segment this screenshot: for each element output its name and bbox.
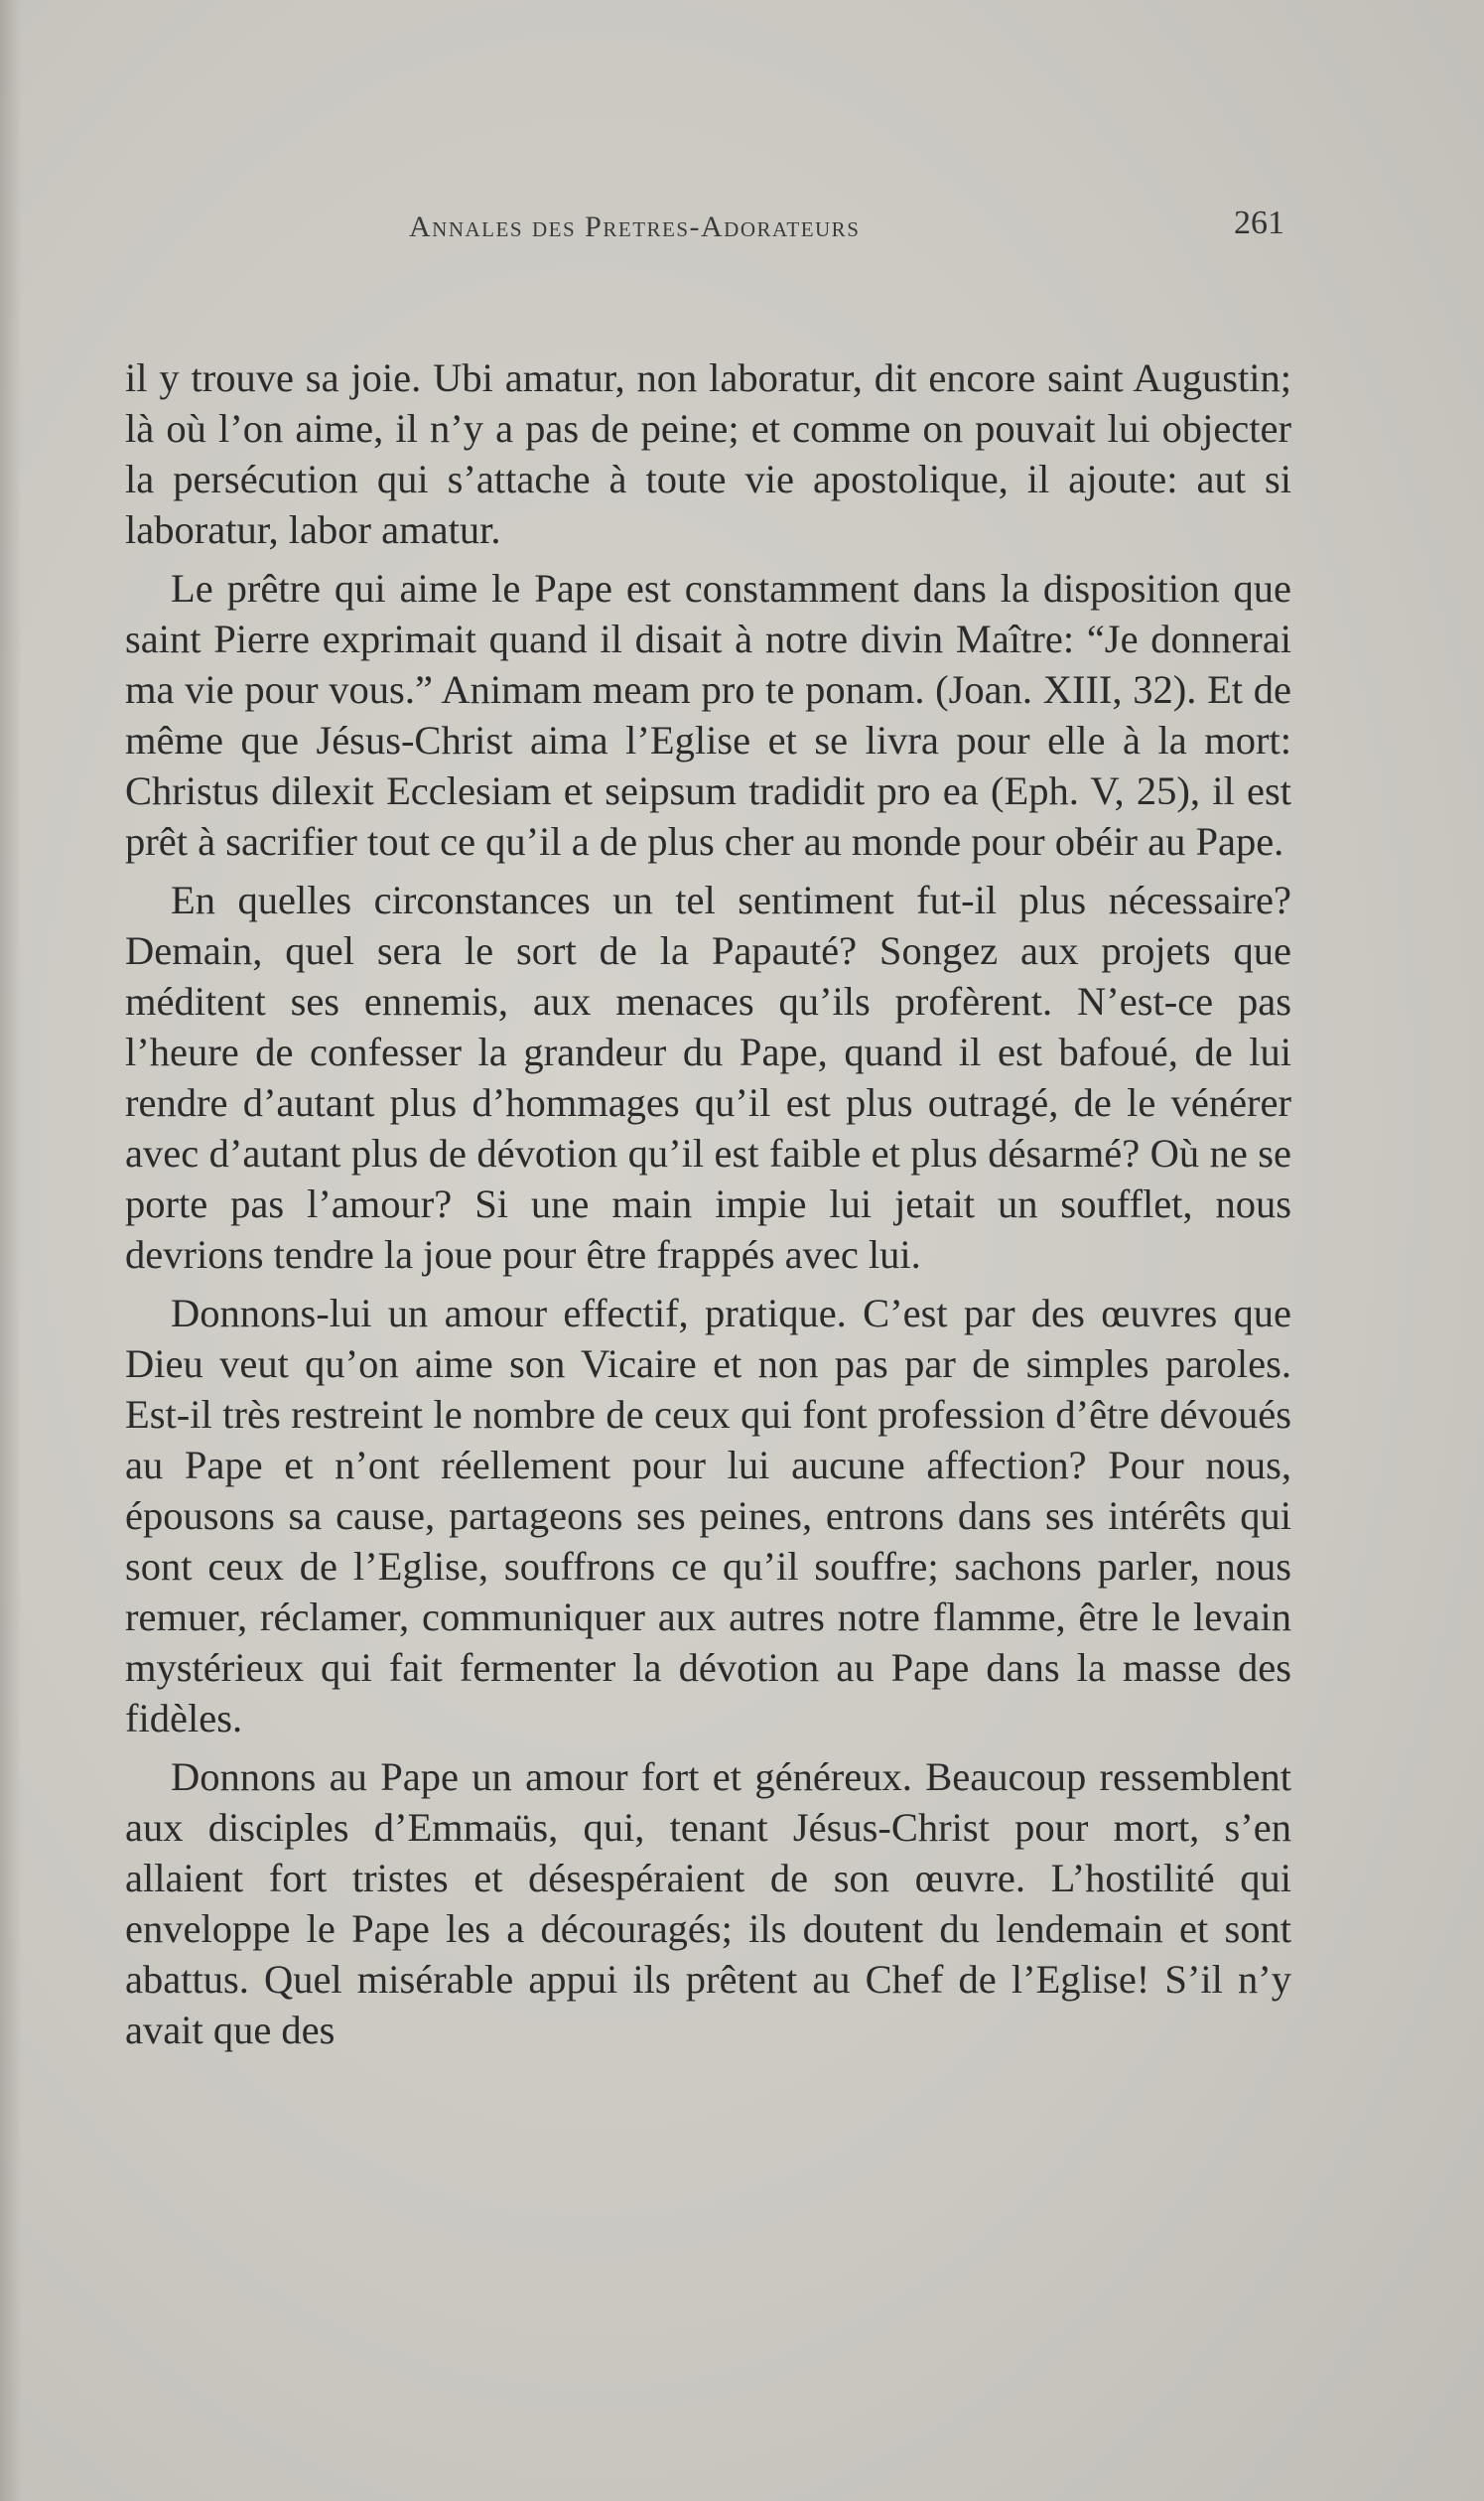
paragraph-2: Le prêtre qui aime le Pape est constamment dans la disposition que saint Pierre exprimait quand il disait à notre divin Maître: “Je donnerai ma vie pour vous.” Animam meam pro te ponam. (Joan. XIII, 32). Et de même que Jésus-Christ aima l’Eglise et se livra pour elle à la mort: Christus dilexit Ecclesiam et seipsum tradidit pro ea (Eph. V, 25), il est prêt à sacrifier tout ce qu’il a de plus cher au monde pour obéir au Pape. bbox=[125, 566, 1291, 864]
body-text bbox=[125, 352, 1291, 2063]
running-head: Annales des Pretres-Adorateurs bbox=[409, 210, 861, 243]
paragraph-1: il y trouve sa joie. Ubi amatur, non laboratur, dit encore saint Augustin; là où l’on aime, il n’y a pas de peine; et comme on pouvait lui objecter la persécution qui s’attache à toute vie apostolique, il ajoute: aut si laboratur, labor amatur. bbox=[125, 355, 1291, 552]
page-edge-shadow bbox=[0, 0, 22, 2501]
paragraph-4: Donnons-lui un amour effectif, pratique. C’est par des œuvres que Dieu veut qu’on aime son Vicaire et non pas par de simples paroles. Est-il très restreint le nombre de ceux qui font profession d’être dévoués au Pape et n’ont réellement pour lui aucune affection? Pour nous, épousons sa cause, partageons ses peines, entrons dans ses intérêts qui sont ceux de l’Eglise, souffrons ce qu’il souffre; sachons parler, nous remuer, réclamer, communiquer aux autres notre flamme, être le levain mystérieux qui fait fermenter la dévotion au Pape dans la masse des fidèles. bbox=[125, 1291, 1291, 1740]
page-number: 261 bbox=[1234, 205, 1284, 241]
paragraph-5: Donnons au Pape un amour fort et généreux. Beaucoup ressemblent aux disciples d’Emmaüs, qui, tenant Jésus-Christ pour mort, s’en allaient fort tristes et désespéraient de son œuvre. L’hostilité qui enveloppe le Pape les a découragés; ils doutent du lendemain et sont abattus. Quel misérable appui ils prêtent au Chef de l’Eglise! S’il n’y avait que des bbox=[125, 1754, 1291, 2052]
paragraph-3: En quelles circonstances un tel sentiment fut-il plus nécessaire? Demain, quel sera le sort de la Papauté? Songez aux projets que méditent ses ennemis, aux menaces qu’ils profèrent. N’est-ce pas l’heure de confesser la grandeur du Pape, quand il est bafoué, de lui rendre d’autant plus d’hommages qu’il est plus outragé, de le vénérer avec d’autant plus de dévotion qu’il est faible et plus désarmé? Où ne se porte pas l’amour? Si une main impie lui jetait un soufflet, nous devrions tendre la joue pour être frappés avec lui. bbox=[125, 878, 1291, 1277]
